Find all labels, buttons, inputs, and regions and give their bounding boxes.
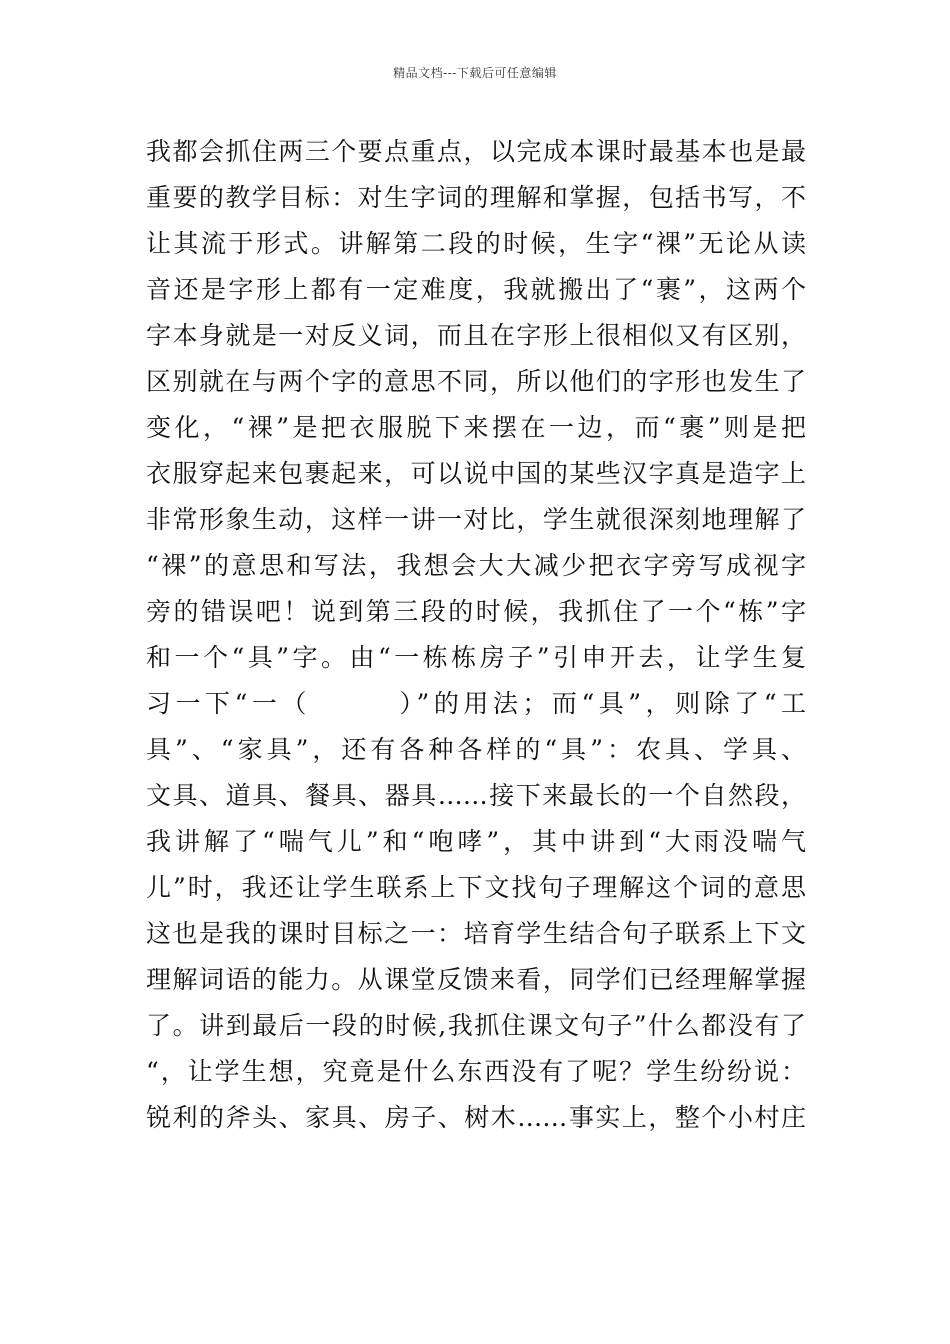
text-line: 非常形象生动，这样一讲一对比，学生就很深刻地理解了 (146, 505, 806, 534)
text-line: 字本身就是一对反义词，而且在字形上很相似又有区别， (146, 321, 806, 350)
text-line: 我讲解了“喘气儿”和“咆哮”，其中讲到“大雨没喘气 (146, 827, 806, 856)
text-line: 习一下“一（ ）”的用法；而“具”，则除了“工 (146, 689, 806, 718)
text-line: 了。讲到最后一段的时候,我抓住课文句子”什么都没有了 (146, 1011, 806, 1040)
body-paragraph (146, 129, 806, 1141)
text-line: 这也是我的课时目标之一：培育学生结合句子联系上下文 (146, 919, 806, 948)
text-line: 音还是字形上都有一定难度，我就搬出了“裹”，这两个 (146, 275, 806, 304)
text-line: 我都会抓住两三个要点重点，以完成本课时最基本也是最 (146, 137, 806, 166)
text-line: 区别就在与两个字的意思不同，所以他们的字形也发生了 (146, 367, 806, 396)
text-line: “，让学生想，究竟是什么东西没有了呢？学生纷纷说： (146, 1057, 806, 1086)
text-line: 重要的教学目标：对生字词的理解和掌握，包括书写，不 (146, 183, 806, 212)
text-line: 衣服穿起来包裹起来，可以说中国的某些汉字真是造字上 (146, 459, 806, 488)
text-line: 具”、“家具”，还有各种各样的“具”：农具、学具、 (146, 735, 806, 764)
text-line: “裸”的意思和写法，我想会大大减少把衣字旁写成视字 (146, 551, 806, 580)
text-line: 锐利的斧头、家具、房子、树木……事实上，整个小村庄 (146, 1103, 806, 1132)
text-line: 儿”时，我还让学生联系上下文找句子理解这个词的意思 (146, 873, 806, 902)
page-header: 精品文档---下载后可任意编辑 (393, 66, 557, 80)
text-line: 让其流于形式。讲解第二段的时候，生字“裸”无论从读 (146, 229, 806, 258)
text-line: 变化，“裸”是把衣服脱下来摆在一边，而“裹”则是把 (146, 413, 806, 442)
text-line: 旁的错误吧！说到第三段的时候，我抓住了一个“栋”字 (146, 597, 806, 626)
text-line: 和一个“具”字。由“一栋栋房子”引申开去，让学生复 (146, 643, 806, 672)
text-line: 理解词语的能力。从课堂反馈来看，同学们已经理解掌握 (146, 965, 806, 994)
text-line: 文具、道具、餐具、器具……接下来最长的一个自然段， (146, 781, 806, 810)
